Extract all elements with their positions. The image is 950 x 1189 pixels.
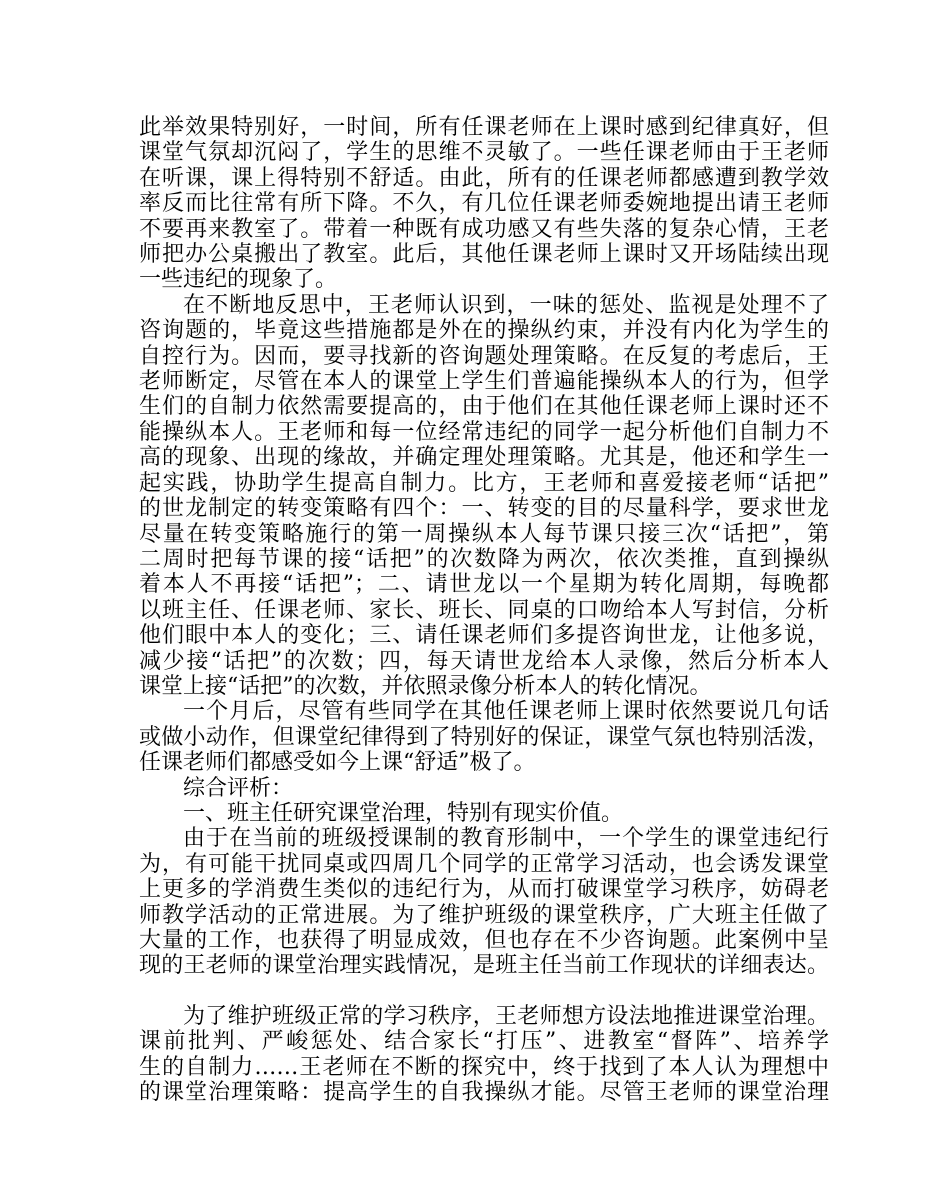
text-line: 高的现象、出现的缘故，并确定理处理策略。尤其是，他还和学生一 [139,445,829,471]
text-line: 二周时把每节课的接“话把”的次数降为两次，依次类推，直到操纵 [139,546,829,572]
text-line: 在不断地反思中，王老师认识到，一味的惩处、监视是处理不了 [183,292,829,318]
text-line: 一个月后，尽管有些同学在其他任课老师上课时依然要说几句话 [183,699,829,725]
text-line: 的课堂治理策略：提高学生的自我操纵才能。尽管王老师的课堂治理 [139,1080,829,1106]
text-line: 一些违纪的现象了。 [139,267,338,293]
text-line: 起实践，协助学生提高自制力。比方，王老师和喜爱接老师“话把” [139,470,829,496]
text-line: 任课老师们都感受如今上课“舒适”极了。 [139,750,536,776]
paragraph-gap [139,979,829,1004]
paragraph-p2 [139,293,829,700]
text-line: 师教学活动的正常进展。为了维护班级的课堂秩序，广大班主任做了 [139,902,829,928]
document-page [139,115,829,1105]
text-line: 课前批判、严峻惩处、结合家长“打压”、进教室“督阵”、培养学 [139,1029,829,1055]
text-line: 为，有可能干扰同桌或四周几个同学的正常学习活动，也会诱发课堂 [139,851,829,877]
text-line: 在听课，课上得特别不舒适。由此，所有的任课老师都感遭到教学效 [139,165,829,191]
text-line: 老师断定，尽管在本人的课堂上学生们普遍能操纵本人的行为，但学 [139,369,829,395]
paragraph-p5 [139,801,829,826]
text-line: 师把办公桌搬出了教室。此后，其他任课老师上课时又开场陆续出现 [139,242,829,268]
paragraph-p7 [139,1004,829,1106]
text-line: 减少接“话把”的次数；四，每天请世龙给本人录像，然后分析本人 [139,648,829,674]
text-line: 由于在当前的班级授课制的教育形制中，一个学生的课堂违纪行 [183,826,829,852]
text-line: 的世龙制定的转变策略有四个：一、转变的目的尽量科学，要求世龙 [139,496,829,522]
text-line: 为了维护班级正常的学习秩序，王老师想方设法地推进课堂治理。 [183,1003,829,1029]
text-line: 能操纵本人。王老师和每一位经常违纪的同学一起分析他们自制力不 [139,419,829,445]
text-line: 生的自制力……王老师在不断的探究中，终于找到了本人认为理想中 [139,1054,829,1080]
text-line: 此举效果特别好，一时间，所有任课老师在上课时感到纪律真好，但 [139,115,829,140]
text-line: 着本人不再接“话把”；二、请世龙以一个星期为转化周期，每晚都 [139,572,829,598]
text-line: 他们眼中本人的变化；三、请任课老师们多提咨询世龙，让他多说， [139,623,829,649]
text-line: 课堂上接“话把”的次数，并依照录像分析本人的转化情况。 [139,673,712,699]
text-line: 课堂气氛却沉闷了，学生的思维不灵敏了。一些任课老师由于王老师 [139,140,829,166]
paragraph-p3 [139,699,829,775]
text-line: 生们的自制力依然需要提高的，由于他们在其他任课老师上课时还不 [139,394,829,420]
text-line: 或做小动作，但课堂纪律得到了特别好的保证，课堂气氛也特别活泼， [139,724,829,750]
paragraph-p1 [139,115,829,293]
text-line: 一、班主任研究课堂治理，特别有现实价值。 [183,800,624,826]
text-line: 大量的工作，也获得了明显成效，但也存在不少咨询题。此案例中呈 [139,928,829,953]
text-line: 以班主任、任课老师、家长、班长、同桌的口吻给本人写封信，分析 [139,597,829,623]
text-line: 综合评析： [183,775,294,801]
text-line: 不要再来教室了。带着一种既有成功感又有些失落的复杂心情，王老 [139,216,829,242]
text-line: 咨询题的，毕竟这些措施都是外在的操纵约束，并没有内化为学生的 [139,318,829,344]
text-line: 自控行为。因而，要寻找新的咨询题处理策略。在反复的考虑后，王 [139,343,829,369]
text-line: 尽量在转变策略施行的第一周操纵本人每节课只接三次“话把”，第 [139,521,829,547]
paragraph-p6 [139,826,829,978]
paragraph-p4 [139,776,829,801]
text-line: 现的王老师的课堂治理实践情况，是班主任当前工作现状的详细表达。 [139,953,829,979]
text-line: 率反而比往常有所下降。不久，有几位任课老师委婉地提出请王老师 [139,191,829,217]
text-line: 上更多的学消费生类似的违纪行为，从而打破课堂学习秩序，妨碍老 [139,877,829,903]
